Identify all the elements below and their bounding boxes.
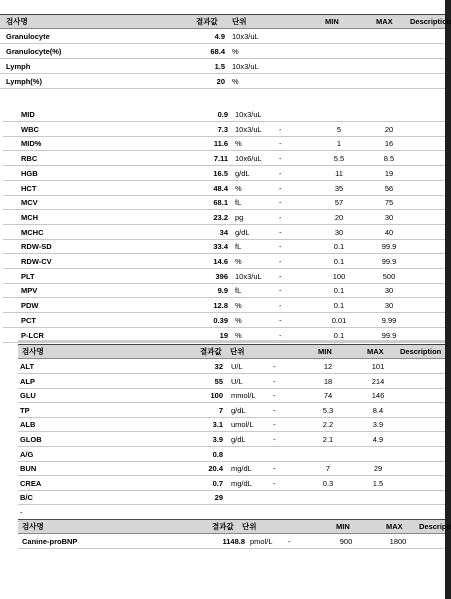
row-unit: % bbox=[235, 257, 242, 266]
row-name: HGB bbox=[21, 168, 38, 178]
row-max: 1800 bbox=[389, 537, 407, 546]
row-result: 0.8 bbox=[212, 449, 223, 459]
table-row bbox=[18, 535, 445, 549]
row-max: 4.9 bbox=[372, 435, 384, 444]
row-result: 16.5 bbox=[213, 168, 228, 178]
row-name: PCT bbox=[21, 315, 36, 325]
row-max bbox=[360, 491, 396, 504]
header-unit: 단위 bbox=[242, 522, 257, 531]
row-unit: % bbox=[235, 315, 242, 325]
row-min: 0.1 bbox=[333, 301, 345, 311]
row-max: 8.5 bbox=[383, 154, 395, 164]
row-unit: 10x3/uL bbox=[235, 110, 262, 119]
row-name: HCT bbox=[21, 183, 37, 193]
row-flag: - bbox=[279, 330, 282, 340]
row-name: MCH bbox=[21, 212, 39, 222]
row-max: 99.9 bbox=[381, 242, 397, 252]
row-flag: - bbox=[279, 183, 282, 193]
row-unit: % bbox=[235, 330, 242, 340]
table-header bbox=[18, 519, 451, 534]
row-result: 68.1 bbox=[213, 198, 228, 208]
table-row bbox=[3, 137, 445, 151]
row-name: Canine-proBNP bbox=[22, 537, 78, 546]
row-result: 20 bbox=[216, 77, 225, 86]
table-row bbox=[18, 389, 445, 403]
row-result: 14.6 bbox=[213, 257, 228, 266]
row-result: 0.39 bbox=[213, 315, 228, 325]
row-min bbox=[310, 448, 346, 461]
row-result: 34 bbox=[219, 227, 228, 237]
row-flag: - bbox=[279, 198, 282, 208]
row-name: PLT bbox=[21, 271, 35, 281]
row-name: MCHC bbox=[21, 227, 44, 237]
table-row bbox=[18, 477, 445, 491]
table-row bbox=[3, 226, 445, 240]
row-min: 7 bbox=[325, 464, 331, 474]
row-unit: umol/L bbox=[231, 420, 254, 430]
row-min: 5.5 bbox=[333, 154, 345, 164]
row-name: RDW-SD bbox=[21, 242, 52, 252]
row-min: 5 bbox=[336, 124, 342, 134]
row-result: 23.2 bbox=[213, 212, 228, 222]
row-unit: % bbox=[232, 77, 239, 86]
row-result: 33.4 bbox=[213, 242, 228, 252]
table-row bbox=[3, 152, 445, 166]
row-max: 500 bbox=[382, 271, 396, 281]
table-row bbox=[3, 211, 445, 225]
row-max bbox=[371, 108, 407, 121]
row-max: 75 bbox=[384, 198, 394, 208]
row-flag: - bbox=[273, 420, 276, 430]
row-unit: U/L bbox=[231, 362, 243, 371]
row-flag: - bbox=[279, 315, 282, 325]
row-name: PDW bbox=[21, 301, 39, 311]
table-row bbox=[3, 196, 445, 210]
row-unit: g/dL bbox=[235, 168, 250, 178]
row-unit: 10x6/uL bbox=[235, 154, 262, 164]
row-name: GLOB bbox=[20, 435, 42, 444]
row-flag: - bbox=[273, 362, 276, 371]
row-name: Granulocyte(%) bbox=[6, 47, 62, 56]
row-flag: - bbox=[279, 242, 282, 252]
row-min: 2.2 bbox=[322, 420, 334, 430]
row-unit: % bbox=[235, 301, 242, 311]
row-unit: % bbox=[232, 47, 239, 56]
header-result: 결과값 bbox=[196, 17, 218, 26]
table-row bbox=[3, 108, 445, 122]
header-max: MAX bbox=[376, 17, 393, 26]
row-flag: - bbox=[273, 391, 276, 401]
row-max: 1.5 bbox=[372, 478, 384, 488]
row-flag: - bbox=[273, 405, 276, 415]
row-min bbox=[321, 108, 357, 121]
row-max: 99.9 bbox=[381, 330, 397, 340]
table-row bbox=[18, 404, 445, 418]
row-min: 900 bbox=[339, 537, 353, 546]
row-result: 12.8 bbox=[213, 301, 228, 311]
table-row bbox=[3, 123, 445, 137]
table-row bbox=[18, 462, 445, 476]
row-max: 56 bbox=[384, 183, 394, 193]
table-row bbox=[18, 360, 445, 374]
row-unit: % bbox=[235, 183, 242, 193]
row-name: ALT bbox=[20, 362, 35, 371]
row-unit: 10x3/uL bbox=[232, 62, 259, 71]
header-min: MIN bbox=[325, 17, 339, 26]
header-unit: 단위 bbox=[232, 17, 247, 26]
table-row bbox=[3, 314, 445, 328]
row-max: 30 bbox=[384, 212, 394, 222]
row-name: A/G bbox=[20, 449, 34, 459]
row-name: TP bbox=[20, 405, 30, 415]
header-result: 결과값 bbox=[212, 522, 234, 531]
row-result: 7.3 bbox=[217, 124, 228, 134]
row-min: 0.3 bbox=[322, 478, 334, 488]
section-divider bbox=[18, 340, 445, 342]
row-unit: mg/dL bbox=[231, 478, 252, 488]
row-flag: - bbox=[279, 124, 282, 134]
row-max: 3.9 bbox=[372, 420, 384, 430]
header-description: Description bbox=[400, 347, 442, 356]
row-result: 48.4 bbox=[213, 183, 228, 193]
table-row bbox=[3, 299, 445, 313]
row-max: 99.9 bbox=[381, 257, 397, 266]
row-min: 5.3 bbox=[322, 405, 334, 415]
row-min: 0.1 bbox=[333, 257, 345, 266]
row-name: ALP bbox=[20, 376, 35, 386]
row-result: 7.11 bbox=[213, 154, 228, 164]
row-max: 8.4 bbox=[372, 405, 384, 415]
row-unit: 10x3/uL bbox=[235, 124, 262, 134]
row-name: Lymph bbox=[6, 62, 31, 71]
row-result: 0.9 bbox=[217, 110, 228, 119]
row-flag: - bbox=[279, 257, 282, 266]
row-result: 19 bbox=[219, 330, 228, 340]
row-max: 16 bbox=[384, 139, 394, 149]
row-name: RBC bbox=[21, 154, 38, 164]
row-result: 9.9 bbox=[217, 286, 228, 296]
row-max: 19 bbox=[384, 168, 394, 178]
table-row bbox=[3, 167, 445, 181]
row-min: 20 bbox=[334, 212, 344, 222]
row-name: MID bbox=[21, 110, 35, 119]
row-max: 29 bbox=[373, 464, 383, 474]
row-max: 146 bbox=[371, 391, 385, 401]
row-name: MID% bbox=[21, 139, 42, 149]
row-flag: - bbox=[279, 168, 282, 178]
row-min: 1 bbox=[336, 139, 342, 149]
row-unit: 10x3/uL bbox=[235, 271, 262, 281]
header-name: 검사명 bbox=[22, 347, 44, 356]
row-name: Lymph(%) bbox=[6, 77, 42, 86]
row-name: WBC bbox=[21, 124, 39, 134]
table-row bbox=[18, 433, 445, 447]
row-max: 20 bbox=[384, 124, 394, 134]
header-min: MIN bbox=[336, 522, 350, 531]
row-max: 30 bbox=[384, 286, 394, 296]
row-name: MCV bbox=[21, 198, 38, 208]
row-result: 29 bbox=[214, 493, 223, 503]
row-unit: g/dL bbox=[231, 435, 246, 444]
separator-mark: - bbox=[20, 508, 23, 517]
row-min: 2.1 bbox=[322, 435, 334, 444]
row-flag: - bbox=[273, 478, 276, 488]
row-unit: U/L bbox=[231, 376, 243, 386]
row-result: 20.4 bbox=[208, 464, 223, 474]
row-min: 74 bbox=[323, 391, 333, 401]
table-header bbox=[0, 14, 451, 29]
row-min: 35 bbox=[334, 183, 344, 193]
table-row bbox=[3, 284, 445, 298]
row-flag: - bbox=[279, 301, 282, 311]
row-name: CREA bbox=[20, 478, 42, 488]
header-name: 검사명 bbox=[6, 17, 28, 26]
header-max: MAX bbox=[386, 522, 403, 531]
row-result: 32 bbox=[214, 362, 223, 371]
row-unit: fL bbox=[235, 286, 242, 296]
table-row bbox=[18, 491, 445, 505]
table-row bbox=[3, 270, 445, 284]
row-flag: - bbox=[273, 435, 276, 444]
row-result: 4.9 bbox=[214, 32, 225, 41]
header-description: Descripti bbox=[419, 522, 451, 531]
row-result: 3.1 bbox=[212, 420, 223, 430]
row-unit: fL bbox=[235, 242, 242, 252]
row-min: 18 bbox=[323, 376, 333, 386]
row-min: 57 bbox=[334, 198, 344, 208]
row-min: 30 bbox=[334, 227, 344, 237]
row-min: 11 bbox=[335, 168, 343, 178]
row-unit: fL bbox=[235, 198, 242, 208]
row-min: 0.1 bbox=[333, 242, 345, 252]
row-name: BUN bbox=[20, 464, 37, 474]
table-row bbox=[0, 30, 445, 44]
row-result: 3.9 bbox=[212, 435, 223, 444]
row-min: 0.01 bbox=[331, 315, 347, 325]
table-row bbox=[18, 448, 445, 462]
row-min: 0.1 bbox=[333, 286, 345, 296]
row-min: 12 bbox=[323, 362, 333, 371]
header-description: Description bbox=[410, 17, 451, 26]
table-row bbox=[0, 60, 445, 74]
row-max: 9.99 bbox=[381, 315, 397, 325]
row-name: ALB bbox=[20, 420, 36, 430]
row-max: 30 bbox=[384, 301, 394, 311]
table-row bbox=[18, 375, 445, 389]
row-max: 40 bbox=[384, 227, 394, 237]
table-row bbox=[3, 182, 445, 196]
row-max: 214 bbox=[371, 376, 385, 386]
row-unit: 10x3/uL bbox=[232, 32, 259, 41]
row-result: 100 bbox=[210, 391, 223, 401]
table-row bbox=[18, 418, 445, 432]
table-row bbox=[3, 255, 445, 269]
row-flag: - bbox=[279, 227, 282, 237]
row-name: MPV bbox=[21, 286, 38, 296]
header-result: 결과값 bbox=[200, 347, 222, 356]
row-unit: g/dL bbox=[235, 227, 250, 237]
row-result: 1.5 bbox=[214, 62, 225, 71]
header-min: MIN bbox=[318, 347, 332, 356]
row-unit: g/dL bbox=[231, 405, 246, 415]
row-unit: mg/dL bbox=[231, 464, 252, 474]
row-name: RDW-CV bbox=[21, 257, 52, 266]
table-row bbox=[3, 240, 445, 254]
row-unit: mmol/L bbox=[231, 391, 256, 401]
row-result: 7 bbox=[218, 405, 223, 415]
row-max: 101 bbox=[371, 362, 385, 371]
row-min: 0.1 bbox=[333, 330, 345, 340]
row-flag: - bbox=[279, 154, 282, 164]
row-max bbox=[360, 448, 396, 461]
row-flag: - bbox=[273, 376, 276, 386]
table-header bbox=[18, 344, 445, 359]
row-name: B/C bbox=[20, 493, 33, 503]
report-sheet-bottom bbox=[18, 343, 451, 599]
row-result: 11.6 bbox=[213, 139, 228, 149]
row-result: 0.7 bbox=[212, 478, 223, 488]
row-unit: pg bbox=[235, 212, 244, 222]
row-name: Granulocyte bbox=[6, 32, 50, 41]
row-unit: pmol/L bbox=[250, 537, 273, 546]
row-flag: - bbox=[279, 212, 282, 222]
table-row bbox=[0, 45, 445, 59]
row-flag: - bbox=[279, 139, 282, 149]
header-max: MAX bbox=[367, 347, 384, 356]
row-min: 100 bbox=[332, 271, 346, 281]
row-result: 1148.8 bbox=[222, 537, 245, 546]
row-name: GLU bbox=[20, 391, 36, 401]
row-flag: - bbox=[279, 286, 282, 296]
row-flag: - bbox=[273, 464, 276, 474]
row-flag: - bbox=[279, 271, 282, 281]
header-unit: 단위 bbox=[230, 347, 245, 356]
row-unit: % bbox=[235, 139, 242, 149]
row-result: 55 bbox=[214, 376, 223, 386]
row-flag: - bbox=[288, 537, 291, 546]
row-name: P-LCR bbox=[21, 330, 44, 340]
table-row bbox=[0, 75, 445, 89]
row-min bbox=[310, 491, 346, 504]
row-result: 68.4 bbox=[210, 47, 225, 56]
row-result: 396 bbox=[215, 271, 228, 281]
header-name: 검사명 bbox=[22, 522, 44, 531]
